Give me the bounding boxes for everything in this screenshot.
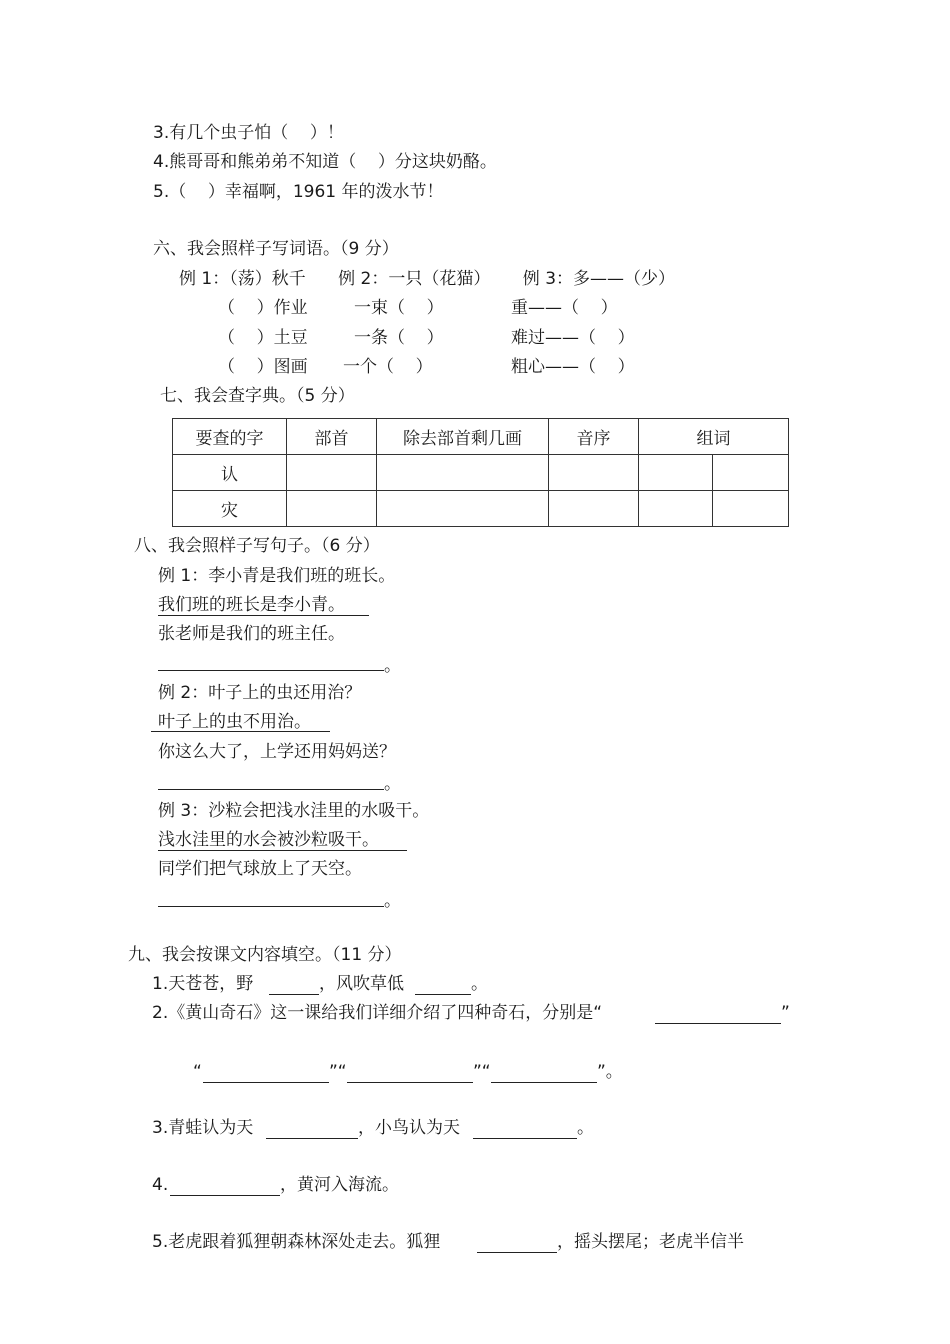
s9-q2-blank-4[interactable] (491, 1082, 597, 1083)
s9-q2-quote-sep-2: ”“ (473, 1062, 491, 1082)
header-char: 要查的字 (173, 419, 287, 455)
header-radical: 部首 (287, 419, 377, 455)
word-cell-1[interactable] (639, 455, 713, 491)
phonetic-cell[interactable] (549, 455, 639, 491)
s9-q3-part-c: 。 (577, 1118, 594, 1138)
table-header-row (173, 419, 789, 455)
s8-example-2-answer: 叶子上的虫不用治。 (158, 712, 311, 732)
s9-q1-blank-1[interactable] (269, 994, 319, 995)
section-6-examples: 例 1：（荡）秋千 例 2：一只（花猫） 例 3：多——（少） (179, 269, 676, 289)
s9-q3-part-b: ，小鸟认为天 (358, 1118, 460, 1138)
word-cell-2[interactable] (713, 455, 789, 491)
s9-q2-blank-2[interactable] (203, 1082, 329, 1083)
char-cell: 灾 (173, 491, 287, 527)
s9-q3-part-a: 3.青蛙认为天 (152, 1118, 254, 1138)
strokes-cell[interactable] (377, 491, 549, 527)
char-cell: 认 (173, 455, 287, 491)
s6-r2-c1: （ ）土豆 (218, 328, 308, 348)
s9-q4-part-b: ，黄河入海流。 (280, 1175, 399, 1195)
s8-period-1: 。 (384, 656, 401, 676)
s8-example-3-question: 同学们把气球放上了天空。 (158, 859, 362, 879)
strokes-cell[interactable] (377, 455, 549, 491)
s8-example-1-question: 张老师是我们的班主任。 (158, 624, 345, 644)
s8-example-3: 例 3：沙粒会把浅水洼里的水吸干。 (158, 801, 430, 821)
dictionary-table (172, 418, 789, 527)
s8-example-2-question: 你这么大了，上学还用妈妈送？ (158, 742, 396, 762)
s6-r1-c2: 一束（ ） (354, 298, 444, 318)
s9-q2-quote-sep-1: ”“ (329, 1062, 347, 1082)
s8-answer-blank-3[interactable] (158, 906, 384, 907)
s6-r3-c1: （ ）图画 (218, 357, 308, 377)
s9-q5-part-a: 5.老虎跟着狐狸朝森林深处走去。狐狸 (152, 1232, 441, 1252)
radical-cell[interactable] (287, 491, 377, 527)
s8-example-3-answer: 浅水洼里的水会被沙粒吸干。 (158, 830, 379, 850)
header-phonetic: 音序 (549, 419, 639, 455)
section-6-title: 六、我会照样子写词语。（9 分） (153, 239, 399, 259)
s9-q1-part-a: 1.天苍苍，野 (152, 974, 254, 994)
section-8-title: 八、我会照样子写句子。（6 分） (134, 536, 380, 556)
s9-q5-blank[interactable] (477, 1252, 557, 1253)
s9-q2-open-quote: “ (193, 1062, 202, 1082)
header-strokes: 除去部首剩几画 (377, 419, 549, 455)
s9-q4-blank[interactable] (170, 1195, 280, 1196)
s9-q1-part-c: 。 (471, 974, 488, 994)
question-5-4: 4.熊哥哥和熊弟弟不知道（ ）分这块奶酪。 (153, 152, 497, 172)
s9-q4-part-a: 4. (152, 1175, 169, 1195)
s6-r2-c2: 一条（ ） (354, 328, 444, 348)
radical-cell[interactable] (287, 455, 377, 491)
s8-ex1-answer-underline (158, 615, 369, 616)
s8-answer-blank-2[interactable] (158, 789, 384, 790)
s8-answer-blank-1[interactable] (158, 670, 384, 671)
s8-ex2-answer-underline (151, 731, 330, 732)
table-row (173, 491, 789, 527)
section-9-title: 九、我会按课文内容填空。（11 分） (128, 945, 402, 965)
s9-q5-part-b: ，摇头摆尾；老虎半信半 (557, 1232, 744, 1252)
s9-q1-part-b: ，风吹草低 (319, 974, 404, 994)
question-5-3: 3.有几个虫子怕（ ）！ (153, 123, 344, 143)
header-words: 组词 (639, 419, 789, 455)
s8-example-1: 例 1：李小青是我们班的班长。 (158, 566, 396, 586)
s6-r3-c3: 粗心——（ ） (511, 357, 635, 377)
s8-ex3-answer-underline (158, 850, 407, 851)
s9-q3-blank-2[interactable] (473, 1138, 577, 1139)
word-cell-2[interactable] (713, 491, 789, 527)
s6-r1-c3: 重——（ ） (511, 298, 618, 318)
s9-q2-blank-1[interactable] (655, 1023, 781, 1024)
phonetic-cell[interactable] (549, 491, 639, 527)
table-row (173, 455, 789, 491)
section-7-title: 七、我会查字典。（5 分） (160, 386, 355, 406)
s6-r3-c2: 一个（ ） (343, 357, 433, 377)
s8-period-2: 。 (384, 774, 401, 794)
s9-q2-close-quote: ”。 (597, 1062, 623, 1082)
s8-example-2: 例 2：叶子上的虫还用治？ (158, 683, 362, 703)
s6-r1-c1: （ ）作业 (218, 298, 308, 318)
s6-r2-c3: 难过——（ ） (511, 328, 635, 348)
s8-example-1-answer: 我们班的班长是李小青。 (158, 595, 345, 615)
question-5-5: 5.（ ）幸福啊，1961 年的泼水节！ (153, 182, 444, 202)
s9-q2-part-a: 2.《黄山奇石》这一课给我们详细介绍了四种奇石，分别是“ (152, 1003, 603, 1023)
s8-period-3: 。 (384, 891, 401, 911)
s9-q1-blank-2[interactable] (415, 994, 471, 995)
s9-q2-part-b: ” (781, 1003, 790, 1023)
word-cell-1[interactable] (639, 491, 713, 527)
s9-q2-blank-3[interactable] (347, 1082, 473, 1083)
s9-q3-blank-1[interactable] (266, 1138, 358, 1139)
